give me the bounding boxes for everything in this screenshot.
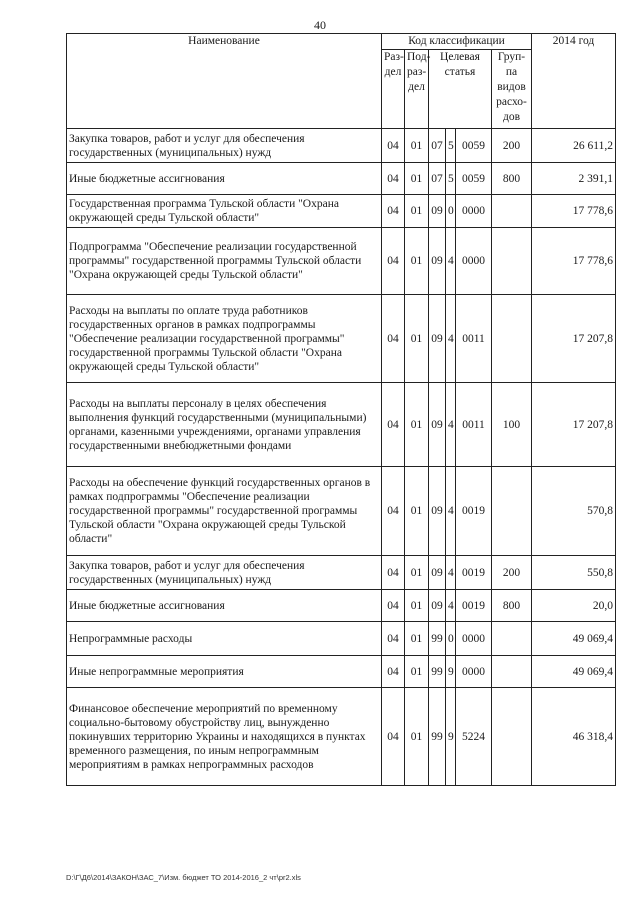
- target-code-part1: 09: [429, 295, 446, 383]
- subsection-code: 01: [405, 688, 429, 786]
- target-code-part2: 0: [446, 195, 456, 228]
- target-code-part2: 4: [446, 295, 456, 383]
- target-code-part1: 99: [429, 656, 446, 688]
- table-row: [67, 295, 616, 383]
- amount-2014: 46 318,4: [532, 688, 616, 786]
- header-name: Наименование: [67, 34, 382, 129]
- row-name: Подпрограмма "Обеспечение реализации государственной программы" государственной программы Тульской области "Охрана окружающей среды Тульской области": [67, 228, 382, 295]
- header-expense-group: Груп-па видов расхо-дов: [492, 50, 532, 129]
- row-name: Расходы на обеспечение функций государственных органов в рамках подпрограммы "Обеспечение реализации государственной программы" государственной программы Тульской области "Охрана окружающей среды Тульской области": [67, 467, 382, 556]
- target-code-part1: 09: [429, 467, 446, 556]
- section-code: 04: [382, 688, 405, 786]
- target-code-part3: 0011: [456, 295, 492, 383]
- row-name: Иные непрограммные мероприятия: [67, 656, 382, 688]
- table-row: [67, 656, 616, 688]
- table-row: [67, 467, 616, 556]
- amount-2014: 17 778,6: [532, 228, 616, 295]
- footer-file-path: D:\Г\Д6\2014\ЗАКОН\ЗАС_7\Изм. бюджет ТО 2014-2016_2 чт\pr2.xls: [66, 873, 301, 882]
- amount-2014: 570,8: [532, 467, 616, 556]
- section-code: 04: [382, 383, 405, 467]
- target-code-part2: 5: [446, 129, 456, 163]
- subsection-code: 01: [405, 228, 429, 295]
- subsection-code: 01: [405, 195, 429, 228]
- row-name: Непрограммные расходы: [67, 622, 382, 656]
- section-code: 04: [382, 656, 405, 688]
- table-row: [67, 129, 616, 163]
- amount-2014: 2 391,1: [532, 163, 616, 195]
- section-code: 04: [382, 295, 405, 383]
- expense-group-code: [492, 688, 532, 786]
- target-code-part2: 9: [446, 688, 456, 786]
- subsection-code: 01: [405, 383, 429, 467]
- row-name: Иные бюджетные ассигнования: [67, 590, 382, 622]
- amount-2014: 49 069,4: [532, 622, 616, 656]
- table-row: [67, 688, 616, 786]
- row-name: Государственная программа Тульской области "Охрана окружающей среды Тульской области": [67, 195, 382, 228]
- expense-group-code: [492, 195, 532, 228]
- target-code-part1: 07: [429, 163, 446, 195]
- target-code-part2: 4: [446, 556, 456, 590]
- target-code-part1: 09: [429, 556, 446, 590]
- header-section: Раз-дел: [382, 50, 405, 129]
- expense-group-code: [492, 295, 532, 383]
- table-row: [67, 383, 616, 467]
- row-name: Расходы на выплаты по оплате труда работников государственных органов в рамках подпрограммы "Обеспечение реализации государственной программы" государственной программы Тульской области "Охрана окружающей среды Тульской области": [67, 295, 382, 383]
- row-name: Расходы на выплаты персоналу в целях обеспечения выполнения функций государственными (муниципальными) органами, казенными учреждениями, органами управления государственными внебюджетными фондами: [67, 383, 382, 467]
- target-code-part1: 09: [429, 383, 446, 467]
- table-row: [67, 195, 616, 228]
- table-row: [67, 622, 616, 656]
- target-code-part1: 09: [429, 228, 446, 295]
- section-code: 04: [382, 129, 405, 163]
- subsection-code: 01: [405, 590, 429, 622]
- header-subsection: Под-раз-дел: [405, 50, 429, 129]
- subsection-code: 01: [405, 295, 429, 383]
- amount-2014: 49 069,4: [532, 656, 616, 688]
- row-name: Закупка товаров, работ и услуг для обеспечения государственных (муниципальных) нужд: [67, 129, 382, 163]
- target-code-part2: 9: [446, 656, 456, 688]
- amount-2014: 26 611,2: [532, 129, 616, 163]
- expense-group-code: 100: [492, 383, 532, 467]
- amount-2014: 17 207,8: [532, 383, 616, 467]
- section-code: 04: [382, 622, 405, 656]
- target-code-part3: 0059: [456, 129, 492, 163]
- table-row: [67, 590, 616, 622]
- header-year: 2014 год: [532, 34, 616, 129]
- amount-2014: 550,8: [532, 556, 616, 590]
- subsection-code: 01: [405, 622, 429, 656]
- target-code-part3: 0000: [456, 656, 492, 688]
- target-code-part3: 0000: [456, 622, 492, 656]
- row-name: Закупка товаров, работ и услуг для обеспечения государственных (муниципальных) нужд: [67, 556, 382, 590]
- header-classification: Код классификации: [382, 34, 532, 50]
- row-name: Финансовое обеспечение мероприятий по временному социально-бытовому обустройству лиц, вынужденно покинувших территорию Украины и находящихся в пунктах временного размещения, по иным непрограммным мероприятиям в рамках непрограммных расходов: [67, 688, 382, 786]
- expense-group-code: [492, 656, 532, 688]
- budget-table: [66, 33, 616, 786]
- table-row: [67, 228, 616, 295]
- section-code: 04: [382, 163, 405, 195]
- section-code: 04: [382, 195, 405, 228]
- page-number: 40: [314, 18, 326, 32]
- target-code-part1: 07: [429, 129, 446, 163]
- expense-group-code: 800: [492, 163, 532, 195]
- target-code-part3: 0011: [456, 383, 492, 467]
- target-code-part2: 4: [446, 383, 456, 467]
- section-code: 04: [382, 556, 405, 590]
- target-code-part3: 0019: [456, 467, 492, 556]
- table-row: [67, 556, 616, 590]
- subsection-code: 01: [405, 129, 429, 163]
- target-code-part1: 99: [429, 622, 446, 656]
- subsection-code: 01: [405, 556, 429, 590]
- amount-2014: 20,0: [532, 590, 616, 622]
- table-body: [67, 129, 616, 786]
- target-code-part3: 0000: [456, 195, 492, 228]
- expense-group-code: [492, 228, 532, 295]
- expense-group-code: 200: [492, 129, 532, 163]
- target-code-part2: 4: [446, 228, 456, 295]
- section-code: 04: [382, 228, 405, 295]
- subsection-code: 01: [405, 163, 429, 195]
- table-row: [67, 163, 616, 195]
- header-target: Целевая статья: [429, 50, 492, 129]
- target-code-part1: 09: [429, 590, 446, 622]
- expense-group-code: [492, 467, 532, 556]
- target-code-part3: 5224: [456, 688, 492, 786]
- subsection-code: 01: [405, 656, 429, 688]
- target-code-part1: 09: [429, 195, 446, 228]
- amount-2014: 17 207,8: [532, 295, 616, 383]
- target-code-part3: 0019: [456, 590, 492, 622]
- target-code-part3: 0019: [456, 556, 492, 590]
- subsection-code: 01: [405, 467, 429, 556]
- expense-group-code: [492, 622, 532, 656]
- target-code-part1: 99: [429, 688, 446, 786]
- target-code-part2: 0: [446, 622, 456, 656]
- expense-group-code: 200: [492, 556, 532, 590]
- section-code: 04: [382, 590, 405, 622]
- amount-2014: 17 778,6: [532, 195, 616, 228]
- expense-group-code: 800: [492, 590, 532, 622]
- section-code: 04: [382, 467, 405, 556]
- target-code-part2: 5: [446, 163, 456, 195]
- row-name: Иные бюджетные ассигнования: [67, 163, 382, 195]
- target-code-part2: 4: [446, 590, 456, 622]
- target-code-part2: 4: [446, 467, 456, 556]
- target-code-part3: 0059: [456, 163, 492, 195]
- target-code-part3: 0000: [456, 228, 492, 295]
